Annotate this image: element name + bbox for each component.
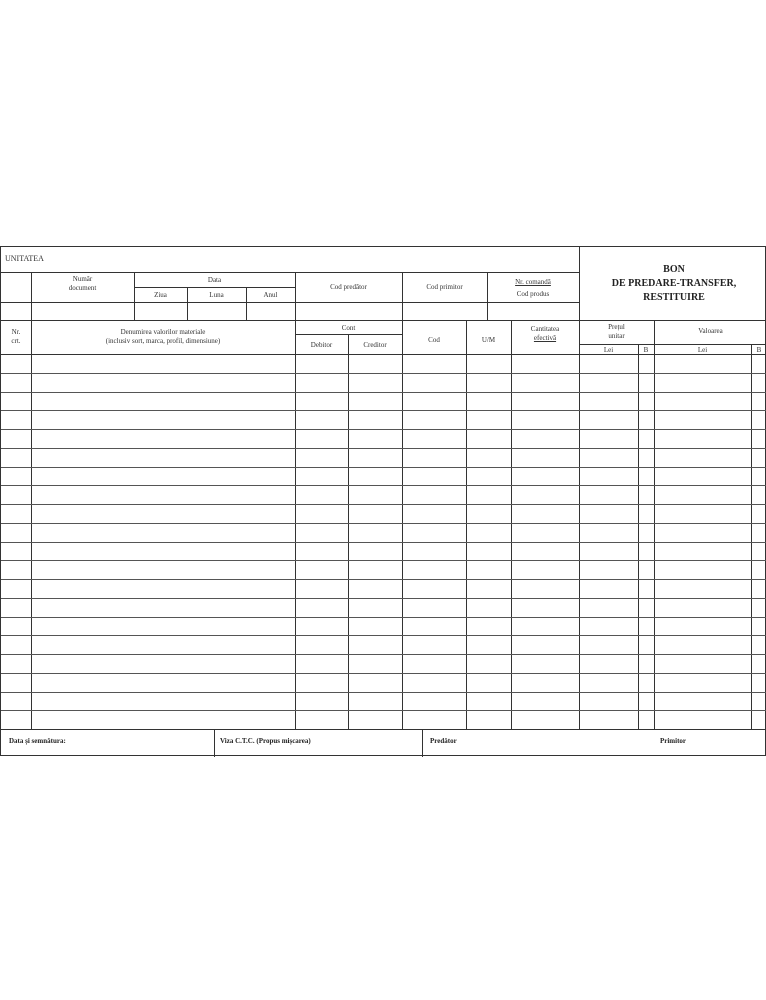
table-row-line — [1, 504, 766, 505]
um-label: U/M — [481, 336, 496, 344]
table-header-bottom — [1, 354, 766, 355]
um-cant-line — [511, 320, 512, 729]
viza-ctc-label: Viza C.T.C. (Propus mișcarea) — [220, 737, 311, 745]
header-divider — [1, 272, 579, 273]
table-row-line — [1, 448, 766, 449]
cont-label: Cont — [341, 324, 356, 332]
cod-primitor-label: Cod primitor — [426, 283, 463, 291]
table-row-line — [1, 523, 766, 524]
cod-label: Cod — [428, 336, 440, 344]
table-row-line — [1, 673, 766, 674]
table-row-line — [1, 467, 766, 468]
lei-row-top — [579, 344, 766, 345]
table-row-line — [1, 410, 766, 411]
form-title-line2: DE PREDARE-TRANSFER, — [611, 278, 737, 289]
pretul-label-l2: unitar — [608, 332, 625, 340]
footer-top — [1, 729, 766, 730]
table-row-line — [1, 579, 766, 580]
numar-document-label-l1: Număr — [72, 275, 93, 283]
table-row-line — [1, 598, 766, 599]
data-divider — [134, 287, 295, 288]
unitatea-label: UNITATEA — [5, 254, 44, 263]
predator-label: Predător — [430, 737, 457, 745]
cantitatea-label-l2: efectivă — [533, 334, 557, 342]
table-row-line — [1, 617, 766, 618]
form-title-line3: RESTITUIRE — [643, 292, 705, 303]
anul-label: Anul — [263, 291, 278, 299]
luna-label: Luna — [209, 291, 224, 299]
transfer-receipt-form — [0, 246, 766, 756]
table-row-line — [1, 373, 766, 374]
valoare-lei-label: Lei — [697, 346, 708, 354]
cantitatea-label-l1: Cantitatea — [530, 325, 560, 333]
data-label: Data — [207, 276, 222, 284]
ziua-label: Ziua — [154, 291, 167, 299]
pretul-label-l1: Prețul — [608, 323, 625, 331]
cod-produs-label: Cod produs — [516, 290, 550, 298]
primitor-label: Primitor — [659, 737, 687, 745]
nr-crt-label-l1: Nr. — [11, 328, 21, 336]
table-row-line — [1, 692, 766, 693]
table-row-line — [1, 542, 766, 543]
creditor-label: Creditor — [363, 341, 387, 349]
table-row-line — [1, 710, 766, 711]
debitor-label: Debitor — [310, 341, 333, 349]
table-row-line — [1, 429, 766, 430]
data-semnatura-label: Data și semnătura: — [9, 737, 66, 745]
lei-b-line-1 — [638, 344, 639, 729]
table-row-line — [1, 392, 766, 393]
header-row-2 — [1, 302, 579, 303]
header-row-3 — [1, 320, 766, 321]
table-row-line — [1, 485, 766, 486]
footer-div-2 — [422, 729, 423, 757]
cod-predator-label: Cod predător — [330, 283, 367, 291]
lei-b-line-2 — [751, 344, 752, 729]
pret-valoare-line — [654, 320, 655, 729]
pret-b-label: B — [643, 346, 649, 354]
form-title-line1: BON — [663, 264, 685, 275]
numar-document-label-l2: document — [68, 284, 97, 292]
valoarea-label: Valoarea — [698, 327, 723, 335]
pret-lei-label: Lei — [603, 346, 614, 354]
debitor-creditor-line — [348, 334, 349, 729]
table-row-line — [1, 635, 766, 636]
denumirea-label-l1: Denumirea valorilor materiale — [120, 328, 206, 336]
table-row-line — [1, 560, 766, 561]
denumirea-label-l2: (inclusiv sort, marca, profil, dimensiune) — [105, 337, 221, 345]
valoare-b-label: B — [756, 346, 762, 354]
nr-crt-label-l2: crt. — [11, 337, 21, 345]
nr-comanda-label: Nr. comandă — [515, 278, 551, 286]
footer-div-1 — [214, 729, 215, 757]
table-row-line — [1, 654, 766, 655]
cod-um-line — [466, 320, 467, 729]
